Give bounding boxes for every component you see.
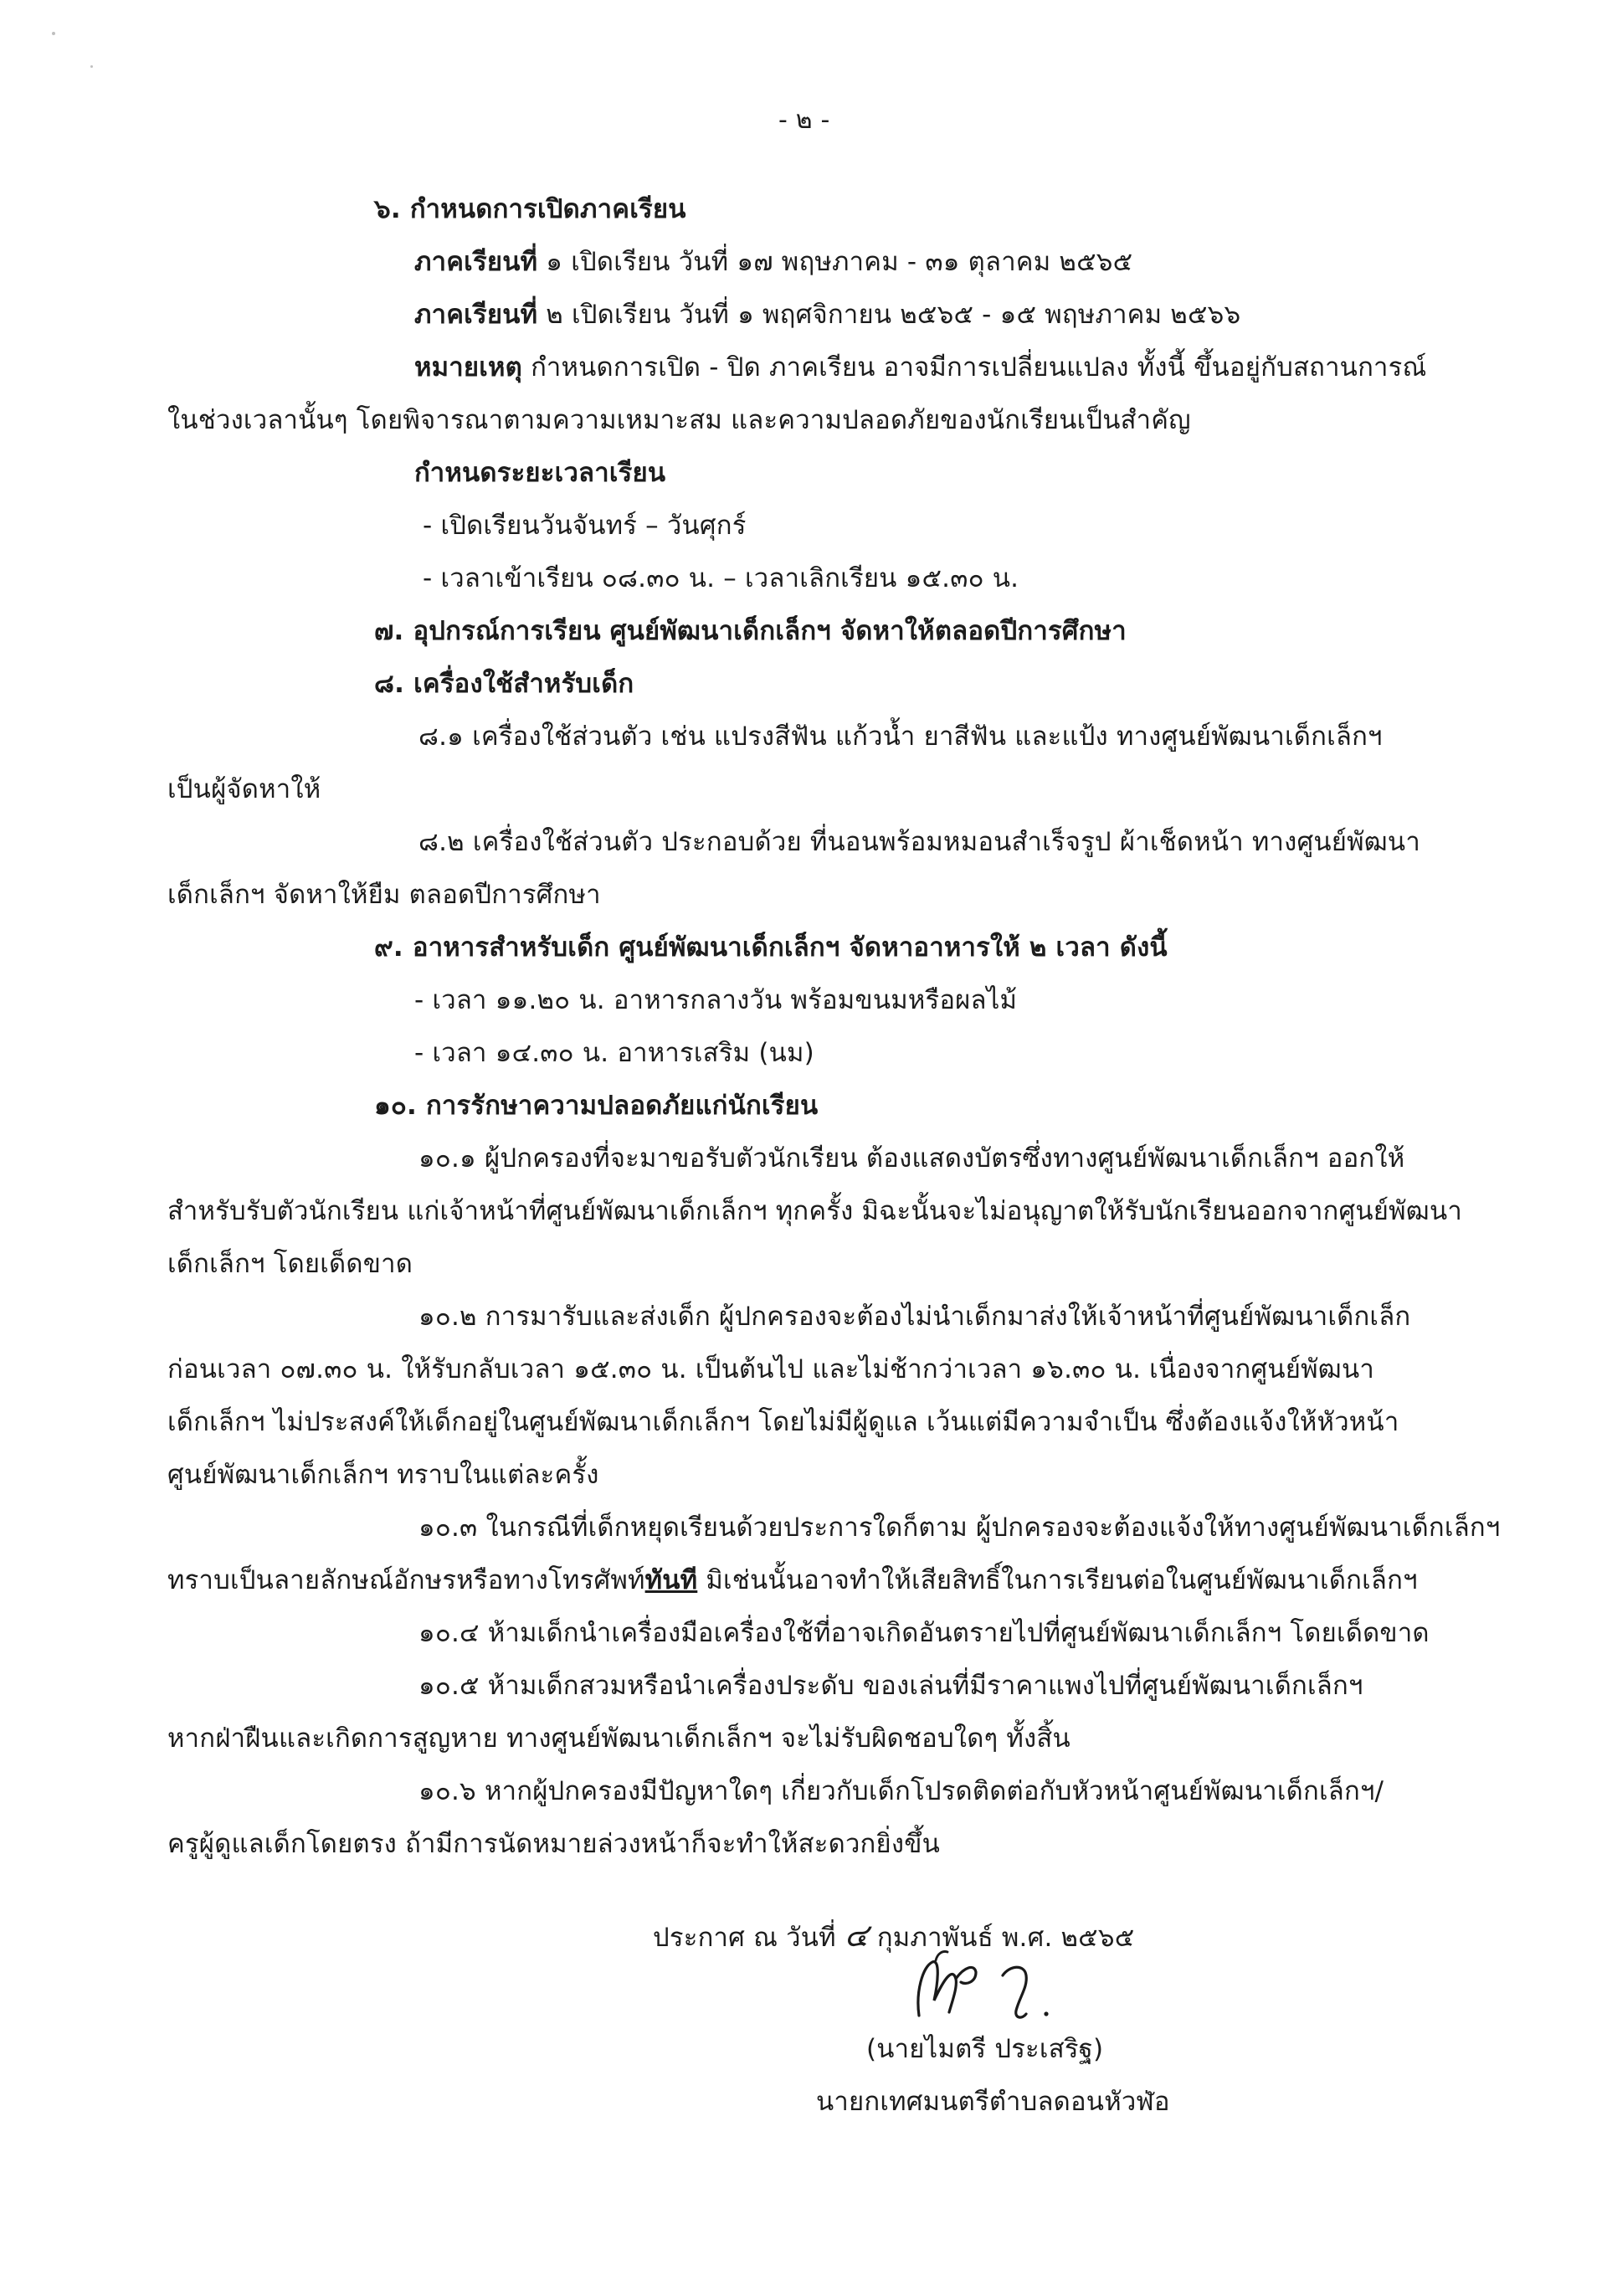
announcement-prefix: ประกาศ ณ วันที่ [653,1923,836,1953]
signer-title: นายกเทศมนตรีตำบลดอนหัวฬ่อ [816,2087,1170,2117]
term-2-line [414,296,1240,333]
schedule-item-1: - เปิดเรียนวันจันทร์ – วันศุกร์ [423,511,747,541]
schedule-item-2: - เวลาเข้าเรียน ๐๘.๓๐ น. – เวลาเลิกเรียน ๑๕.๓๐ น. [423,563,1019,593]
meal-item-1: - เวลา ๑๑.๒๐ น. อาหารกลางวัน พร้อมขนมหรือผลไม้ [414,985,1018,1015]
item-10-4-line-1: ๑๐.๔ ห้ามเด็กนำเครื่องมือเครื่องใช้ที่อาจเกิดอันตรายไปที่ศูนย์พัฒนาเด็กเล็กฯ โดยเด็ดขาด [418,1618,1430,1648]
item-10-6-line-1: ๑๐.๖ หากผู้ปกครองมีปัญหาใดๆ เกี่ยวกับเด็กโปรดติดต่อกับหัวหน้าศูนย์พัฒนาเด็กเล็กฯ/ [418,1776,1384,1806]
item-8-2-line-2: เด็กเล็กฯ จัดหาให้ยืม ตลอดปีการศึกษา [167,880,601,910]
item-10-1-line-3: เด็กเล็กฯ โดยเด็ดขาด [167,1249,413,1279]
meal-item-2: - เวลา ๑๔.๓๐ น. อาหารเสริม (นม) [414,1038,814,1068]
scan-speck [90,65,93,68]
note-line-1 [414,349,1426,386]
item-8-2-line-1: ๘.๒ เครื่องใช้ส่วนตัว ประกอบด้วย ที่นอนพร้อมหมอนสำเร็จรูป ผ้าเช็ดหน้า ทางศูนย์พัฒนา [418,827,1420,857]
handwritten-signature [904,1942,1096,2034]
announcement-suffix: กุมภาพันธ์ พ.ศ. ๒๕๖๕ [876,1923,1135,1953]
section-7-heading: ๗. อุปกรณ์การเรียน ศูนย์พัฒนาเด็กเล็กฯ จัดหาให้ตลอดปีการศึกษา [374,616,1127,646]
term-2-label: ภาคเรียนที่ [414,300,538,330]
item-10-2-line-1: ๑๐.๒ การมารับและส่งเด็ก ผู้ปกครองจะต้องไม่นำเด็กมาส่งให้เจ้าหน้าที่ศูนย์พัฒนาเด็กเล็ก [418,1302,1411,1332]
item-10-5-line-2: หากฝ่าฝืนและเกิดการสูญหาย ทางศูนย์พัฒนาเด็กเล็กฯ จะไม่รับผิดชอบใดๆ ทั้งสิ้น [167,1723,1070,1754]
item-10-2-line-2: ก่อนเวลา ๐๗.๓๐ น. ให้รับกลับเวลา ๑๕.๓๐ น. เป็นต้นไป และไม่ช้ากว่าเวลา ๑๖.๓๐ น. เนื่องจากศูนย์พัฒนา [167,1354,1374,1384]
item-10-2-line-3: เด็กเล็กฯ ไม่ประสงค์ให้เด็กอยู่ในศูนย์พัฒนาเด็กเล็กฯ โดยไม่มีผู้ดูแล เว้นแต่มีความจำเป็น ซึ่งต้องแจ้งให้หัวหน้า [167,1407,1399,1437]
item-10-3-line-2 [167,1562,1418,1599]
item-10-5-line-1: ๑๐.๕ ห้ามเด็กสวมหรือนำเครื่องประดับ ของเล่นที่มีราคาแพงไปที่ศูนย์พัฒนาเด็กเล็กฯ [418,1671,1363,1701]
announcement-day: ๔ [844,1917,869,1954]
item-10-3-text-b: มิเช่นนั้นอาจทำให้เสียสิทธิ์ในการเรียนต่อในศูนย์พัฒนาเด็กเล็กฯ [697,1565,1418,1595]
note-line-2: ในช่วงเวลานั้นๆ โดยพิจารณาตามความเหมาะสม และความปลอดภัยของนักเรียนเป็นสำคัญ [167,405,1191,435]
item-10-6-line-2: ครูผู้ดูแลเด็กโดยตรง ถ้ามีการนัดหมายล่วงหน้าก็จะทำให้สะดวกยิ่งขึ้น [167,1829,941,1859]
term-1-line [414,244,1132,280]
signer-name: (นายไมตรี ประเสริฐ) [866,2034,1104,2064]
item-10-3-emphasis: ทันที [644,1565,698,1595]
item-10-1-line-2: สำหรับรับตัวนักเรียน แก่เจ้าหน้าที่ศูนย์พัฒนาเด็กเล็กฯ ทุกครั้ง มิฉะนั้นจะไม่อนุญาตให้รับนักเรียนออกจากศูนย์พัฒนา [167,1196,1462,1226]
schedule-heading: กำหนดระยะเวลาเรียน [414,458,666,488]
section-9-heading: ๙. อาหารสำหรับเด็ก ศูนย์พัฒนาเด็กเล็กฯ จัดหาอาหารให้ ๒ เวลา ดังนี้ [374,932,1168,963]
item-10-2-line-4: ศูนย์พัฒนาเด็กเล็กฯ ทราบในแต่ละครั้ง [167,1460,599,1490]
term-1-label: ภาคเรียนที่ [414,247,538,277]
note-text: กำหนดการเปิด - ปิด ภาคเรียน อาจมีการเปลี่ยนแปลง ทั้งนี้ ขึ้นอยู่กับสถานการณ์ [531,352,1427,383]
scan-speck [52,32,55,35]
page-number: - ๒ - [778,105,830,135]
section-6-heading: ๖. กำหนดการเปิดภาคเรียน [374,194,686,224]
term-2-text: ๒ เปิดเรียน วันที่ ๑ พฤศจิกายน ๒๕๖๕ - ๑๕ พฤษภาคม ๒๕๖๖ [546,300,1241,330]
item-8-1-line-2: เป็นผู้จัดหาให้ [167,774,321,804]
section-10-heading: ๑๐. การรักษาความปลอดภัยแก่นักเรียน [374,1091,819,1121]
note-label: หมายเหตุ [414,352,523,383]
item-10-1-line-1: ๑๐.๑ ผู้ปกครองที่จะมาขอรับตัวนักเรียน ต้องแสดงบัตรซึ่งทางศูนย์พัฒนาเด็กเล็กฯ ออกให้ [418,1143,1405,1174]
item-8-1-line-1: ๘.๑ เครื่องใช้ส่วนตัว เช่น แปรงสีฟัน แก้วน้ำ ยาสีฟัน และแป้ง ทางศูนย์พัฒนาเด็กเล็กฯ [418,722,1383,752]
item-10-3-text-a: ทราบเป็นลายลักษณ์อักษรหรือทางโทรศัพท์ [167,1565,645,1595]
term-1-text: ๑ เปิดเรียน วันที่ ๑๗ พฤษภาคม - ๓๑ ตุลาคม ๒๕๖๕ [546,247,1133,277]
section-8-heading: ๘. เครื่องใช้สำหรับเด็ก [374,669,634,699]
item-10-3-line-1: ๑๐.๓ ในกรณีที่เด็กหยุดเรียนด้วยประการใดก็ตาม ผู้ปกครองจะต้องแจ้งให้ทางศูนย์พัฒนาเด็กเล็กฯ [418,1513,1501,1543]
